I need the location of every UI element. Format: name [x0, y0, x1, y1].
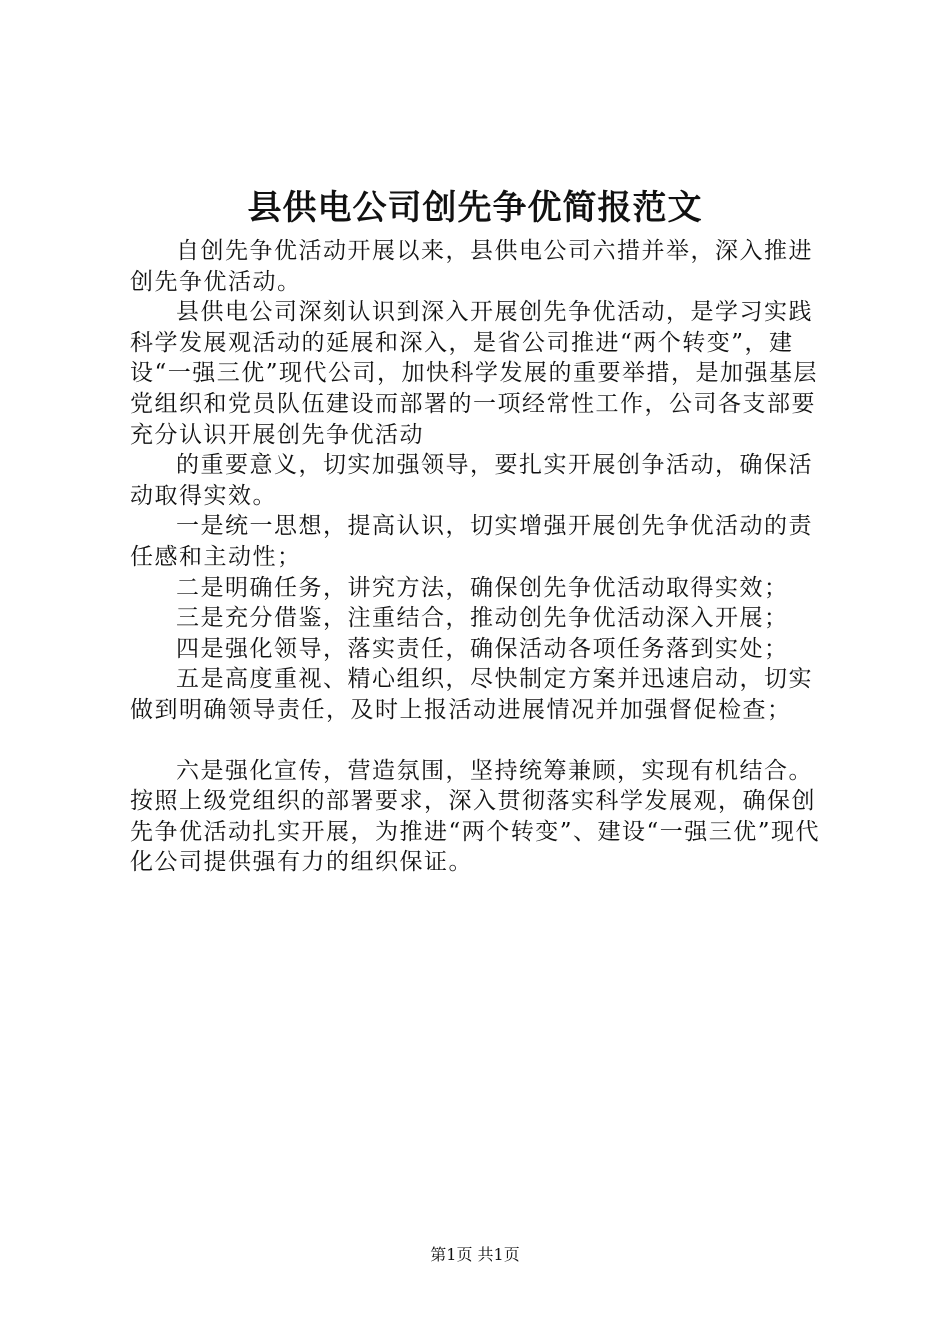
paragraph-understanding: 县供电公司深刻认识到深入开展创先争优活动，是学习实践科学发展观活动的延展和深入，是省公司推进“两个转变”，建设“一强三优”现代公司，加快科学发展的重要举措，是加强基层党组织和党员队伍建设而部署的一项经常性工作，公司各支部要充分认识开展创先争优活动: [130, 299, 819, 448]
paragraph-measure-5: 五是高度重视、精心组织，尽快制定方案并迅速启动，切实做到明确领导责任，及时上报活动进展情况并加强督促检查；: [130, 666, 813, 723]
paragraph-measure-1: 一是统一思想，提高认识，切实增强开展创先争优活动的责任感和主动性；: [130, 513, 813, 570]
document-title: 县供电公司创先争优简报范文: [247, 188, 703, 228]
paragraph-measure-3: 三是充分借鉴，注重结合，推动创先争优活动深入开展；: [176, 605, 789, 632]
paragraph-intro: 自创先争优活动开展以来，县供电公司六措并举，深入推进创先争优活动。: [130, 238, 813, 295]
paragraph-measure-6: 六是强化宣传，营造氛围，坚持统筹兼顾，实现有机结合。按照上级党组织的部署要求，深入贯彻落实科学发展观，确保创先争优活动扎实开展，为推进“两个转变”、建设“一强三优”现代化公司提供强有力的组织保证。: [130, 757, 821, 876]
paragraph-measure-2: 二是明确任务，讲究方法，确保创先争优活动取得实效；: [176, 574, 789, 601]
document-body: [130, 236, 835, 878]
page-footer: 第1页 共1页: [430, 1245, 520, 1264]
paragraph-importance: 的重要意义，切实加强领导，要扎实开展创争活动，确保活动取得实效。: [130, 452, 813, 509]
paragraph-measure-4: 四是强化领导，落实责任，确保活动各项任务落到实处；: [176, 635, 789, 662]
